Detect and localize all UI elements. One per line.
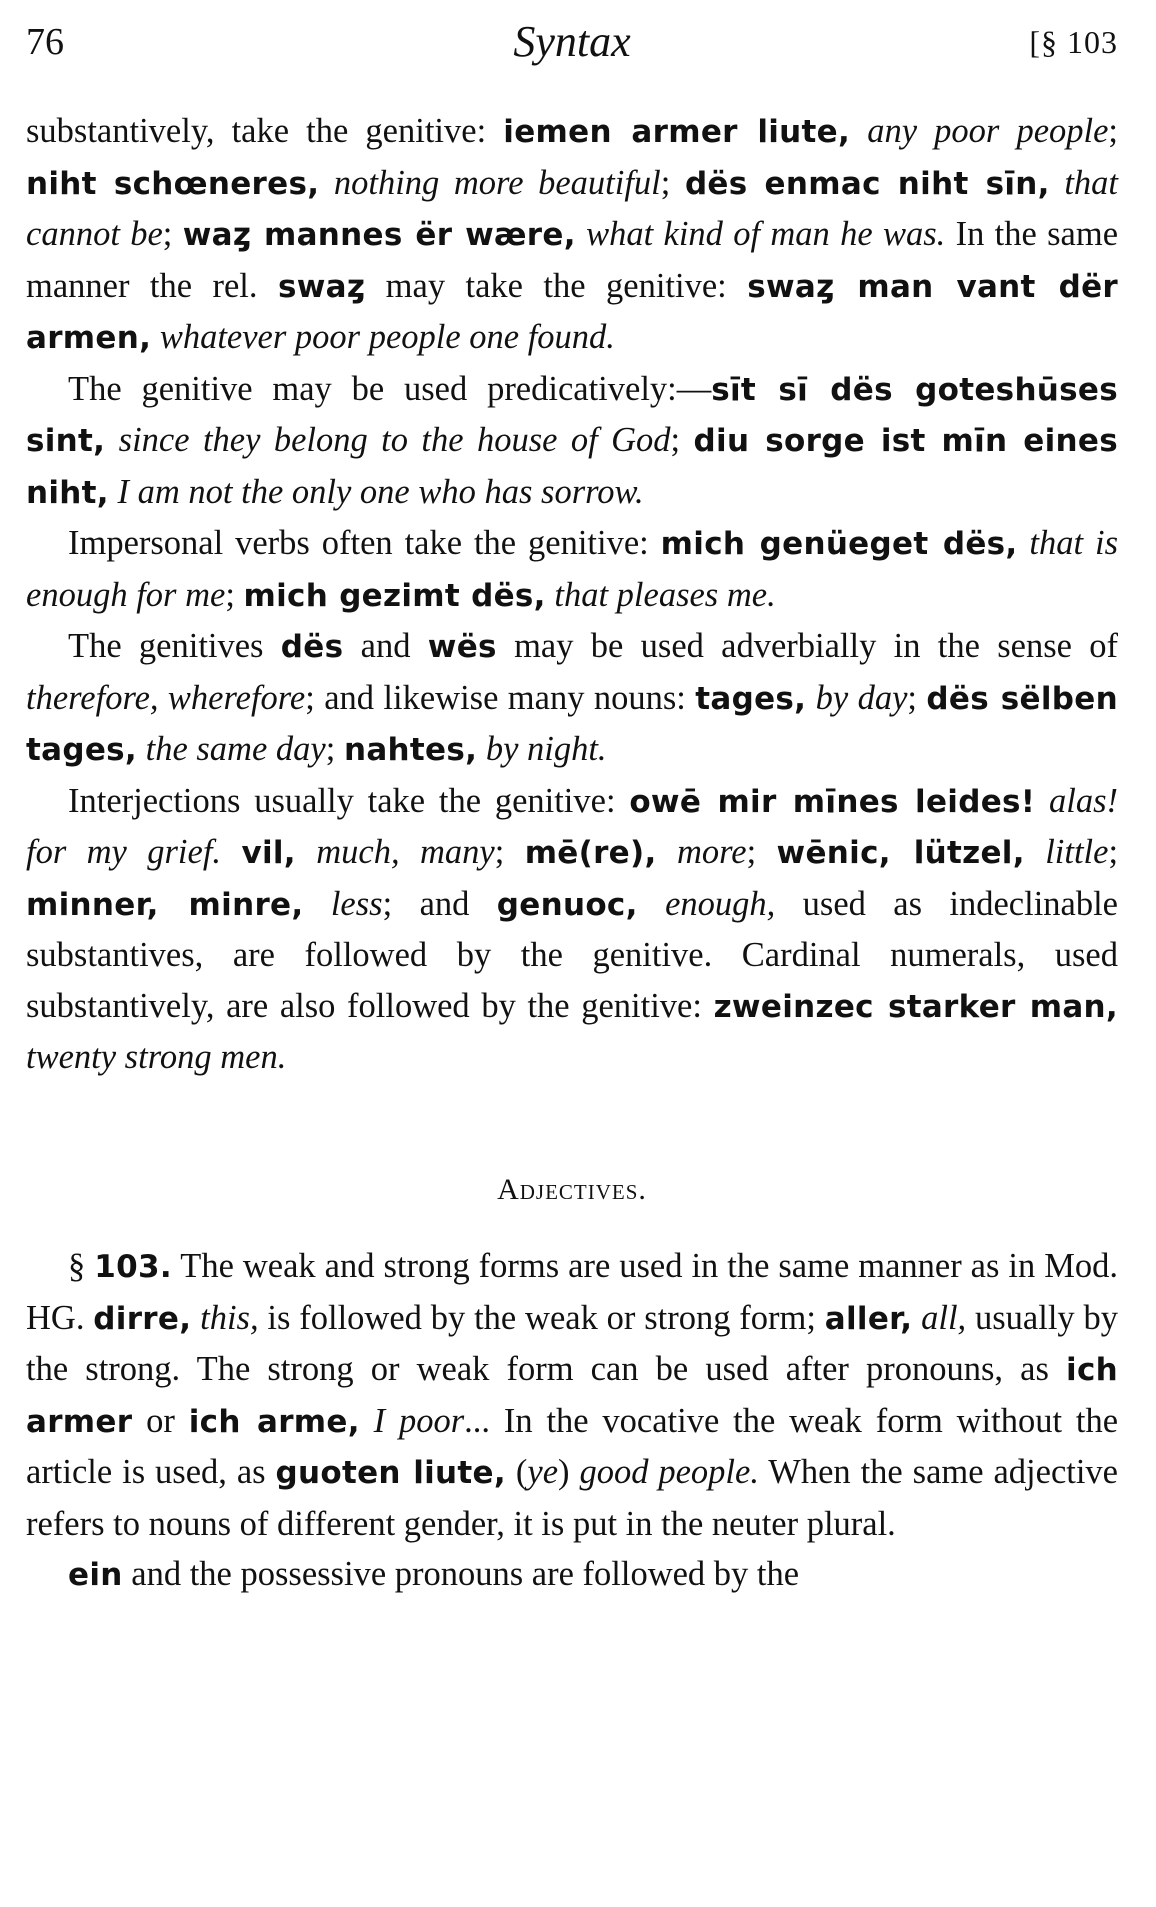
text-run: substantively, take the genitive: <box>26 112 504 150</box>
genitive-paragraphs <box>26 106 1118 1083</box>
paragraph <box>26 1241 1118 1549</box>
text-run <box>576 215 586 253</box>
gloss: alas! for my grief. <box>26 781 1118 871</box>
text-run: and the possessive pronouns are followed by the <box>122 1555 800 1593</box>
text-run <box>1025 833 1045 871</box>
headword: dës sëlben tages, <box>26 680 1118 768</box>
text-run: ( <box>505 1453 528 1491</box>
text-run: or <box>132 1401 189 1440</box>
gloss: therefore, wherefore <box>26 678 306 717</box>
text-run: ) <box>558 1453 580 1491</box>
headword: dës <box>280 629 344 665</box>
adjectives-paragraphs <box>26 1241 1118 1601</box>
text-run <box>1050 164 1065 202</box>
text-run <box>360 1402 374 1440</box>
paragraph <box>26 776 1118 1083</box>
headword: 103. <box>94 1249 172 1285</box>
gloss: I am not the only one who has sorrow. <box>117 472 644 511</box>
gloss: that pleases me. <box>554 575 776 614</box>
paragraph <box>26 621 1118 776</box>
headword: vil, <box>241 835 296 871</box>
headword: mē(re), <box>524 835 657 871</box>
text-run: ... In the vocative the weak form without the article is used, as <box>26 1401 1119 1491</box>
text-run <box>1017 524 1029 562</box>
text-run <box>137 730 146 768</box>
text-run: ; <box>162 215 183 253</box>
text-run: may be used adverbially in the sense of <box>496 627 1118 665</box>
headword: aller, <box>824 1300 913 1337</box>
headword: ich armer <box>26 1352 1118 1440</box>
text-run <box>477 730 486 768</box>
text-run: § <box>68 1247 95 1285</box>
text-run: Impersonal verbs often take the genitive: <box>68 524 661 562</box>
text-run: is followed by the weak or strong form; <box>258 1298 825 1337</box>
headword: mich genüeget dës, <box>660 526 1018 562</box>
gloss: ye <box>527 1453 559 1491</box>
page-number: 76 <box>26 21 64 63</box>
headword: waȥ mannes ër wære, <box>182 217 576 253</box>
running-header <box>26 16 1118 76</box>
page-body <box>26 106 1118 1601</box>
text-run: The genitive may be used predicatively:— <box>68 369 712 408</box>
text-run: usually by the strong. The strong or weak form can be used after pronouns, as <box>26 1298 1118 1388</box>
section-reference: [§ 103 <box>1029 24 1118 60</box>
headword: swaȥ <box>277 268 366 305</box>
headword: iemen armer liute, <box>503 114 851 150</box>
headword: tages, <box>695 680 807 717</box>
gloss: twenty strong men. <box>26 1038 287 1076</box>
text-run <box>850 112 867 150</box>
text-run: ; <box>660 163 685 202</box>
text-run: ; <box>746 833 777 871</box>
gloss: more <box>676 833 747 871</box>
gloss: enough, <box>665 884 776 923</box>
paragraph <box>26 1549 1118 1601</box>
text-run: ; <box>494 833 525 871</box>
gloss: all, <box>921 1298 967 1337</box>
text-run: The genitives <box>68 627 281 665</box>
running-title: Syntax <box>513 17 631 66</box>
text-run: ; <box>907 678 927 717</box>
headword: minner, minre, <box>26 886 304 923</box>
text-run: ; and <box>382 884 497 923</box>
headword: ich arme, <box>188 1403 360 1440</box>
headword: sīt sī dës goteshūses sint, <box>26 371 1119 459</box>
headword: mich gezimt dës, <box>243 577 546 614</box>
headword: niht schœneres, <box>26 165 320 202</box>
gloss: I poor <box>373 1401 465 1440</box>
headword: genuoc, <box>496 886 638 923</box>
text-run <box>191 1299 200 1337</box>
text-run <box>105 421 118 459</box>
gloss: much, many <box>316 833 495 871</box>
text-run <box>221 833 241 871</box>
gloss: by day <box>815 678 908 717</box>
paragraph <box>26 106 1118 364</box>
text-run: When the same adjective refers to nouns of different gender, it is put in the neuter plural. <box>26 1453 1118 1543</box>
text-run: and <box>343 627 428 665</box>
text-run <box>1035 782 1049 820</box>
gloss: since they belong to the house of God <box>118 421 671 459</box>
text-run: ; and likewise many nouns: <box>305 678 696 717</box>
headword: dës enmac niht sīn, <box>684 165 1050 202</box>
text-run: ; <box>1108 833 1119 871</box>
gloss: that is enough for me <box>26 524 1119 614</box>
gloss: little <box>1045 833 1109 871</box>
gloss: the same day <box>145 730 326 768</box>
headword: zweinzec starker man, <box>713 988 1118 1025</box>
text-run: ; <box>670 421 694 459</box>
text-run: The weak and strong forms are used in the same manner as in Mod. HG. <box>26 1247 1119 1337</box>
text-run <box>638 885 665 923</box>
paragraph <box>26 518 1118 621</box>
text-run: ; <box>225 575 244 614</box>
gloss: that cannot be <box>26 163 1119 253</box>
text-run <box>296 833 316 871</box>
text-run: ; <box>325 730 344 768</box>
headword: guoten liute, <box>275 1455 506 1491</box>
gloss: whatever poor people one found. <box>159 318 615 356</box>
text-run: used as indeclinable substantives, are followed by the genitive. Cardinal numerals, used substantively, are also followed by the genitive: <box>26 884 1118 1025</box>
headword: ein <box>68 1557 123 1593</box>
gloss: less <box>330 884 383 923</box>
headword: nahtes, <box>343 732 478 768</box>
gloss: any poor people <box>867 112 1109 150</box>
headword: owē mir mīnes leides! <box>629 783 1036 820</box>
text-run <box>151 318 160 356</box>
text-run <box>912 1299 921 1337</box>
gloss: good people. <box>579 1453 759 1491</box>
headword: swaȥ man vant dër armen, <box>26 268 1118 356</box>
gloss: what kind of man he was. <box>586 215 946 253</box>
headword: diu sorge ist mīn eines niht, <box>26 423 1118 511</box>
text-run <box>109 473 118 511</box>
headword: wës <box>427 629 497 665</box>
text-run <box>303 885 330 923</box>
text-run <box>806 679 815 717</box>
paragraph <box>26 364 1118 519</box>
gloss: by night. <box>485 730 607 768</box>
gloss: this, <box>200 1298 259 1337</box>
text-run: Interjections usually take the genitive: <box>68 781 630 820</box>
text-run <box>657 833 677 871</box>
section-heading: Adjectives. <box>497 1172 647 1206</box>
text-run: In the same manner the rel. <box>26 215 1119 305</box>
headword: dirre, <box>93 1300 192 1337</box>
text-run: ; <box>1108 112 1118 150</box>
text-run <box>319 164 334 202</box>
gloss: nothing more beautiful <box>333 163 661 202</box>
text-run: may take the genitive: <box>365 266 748 305</box>
headword: wēnic, lützel, <box>776 835 1025 871</box>
